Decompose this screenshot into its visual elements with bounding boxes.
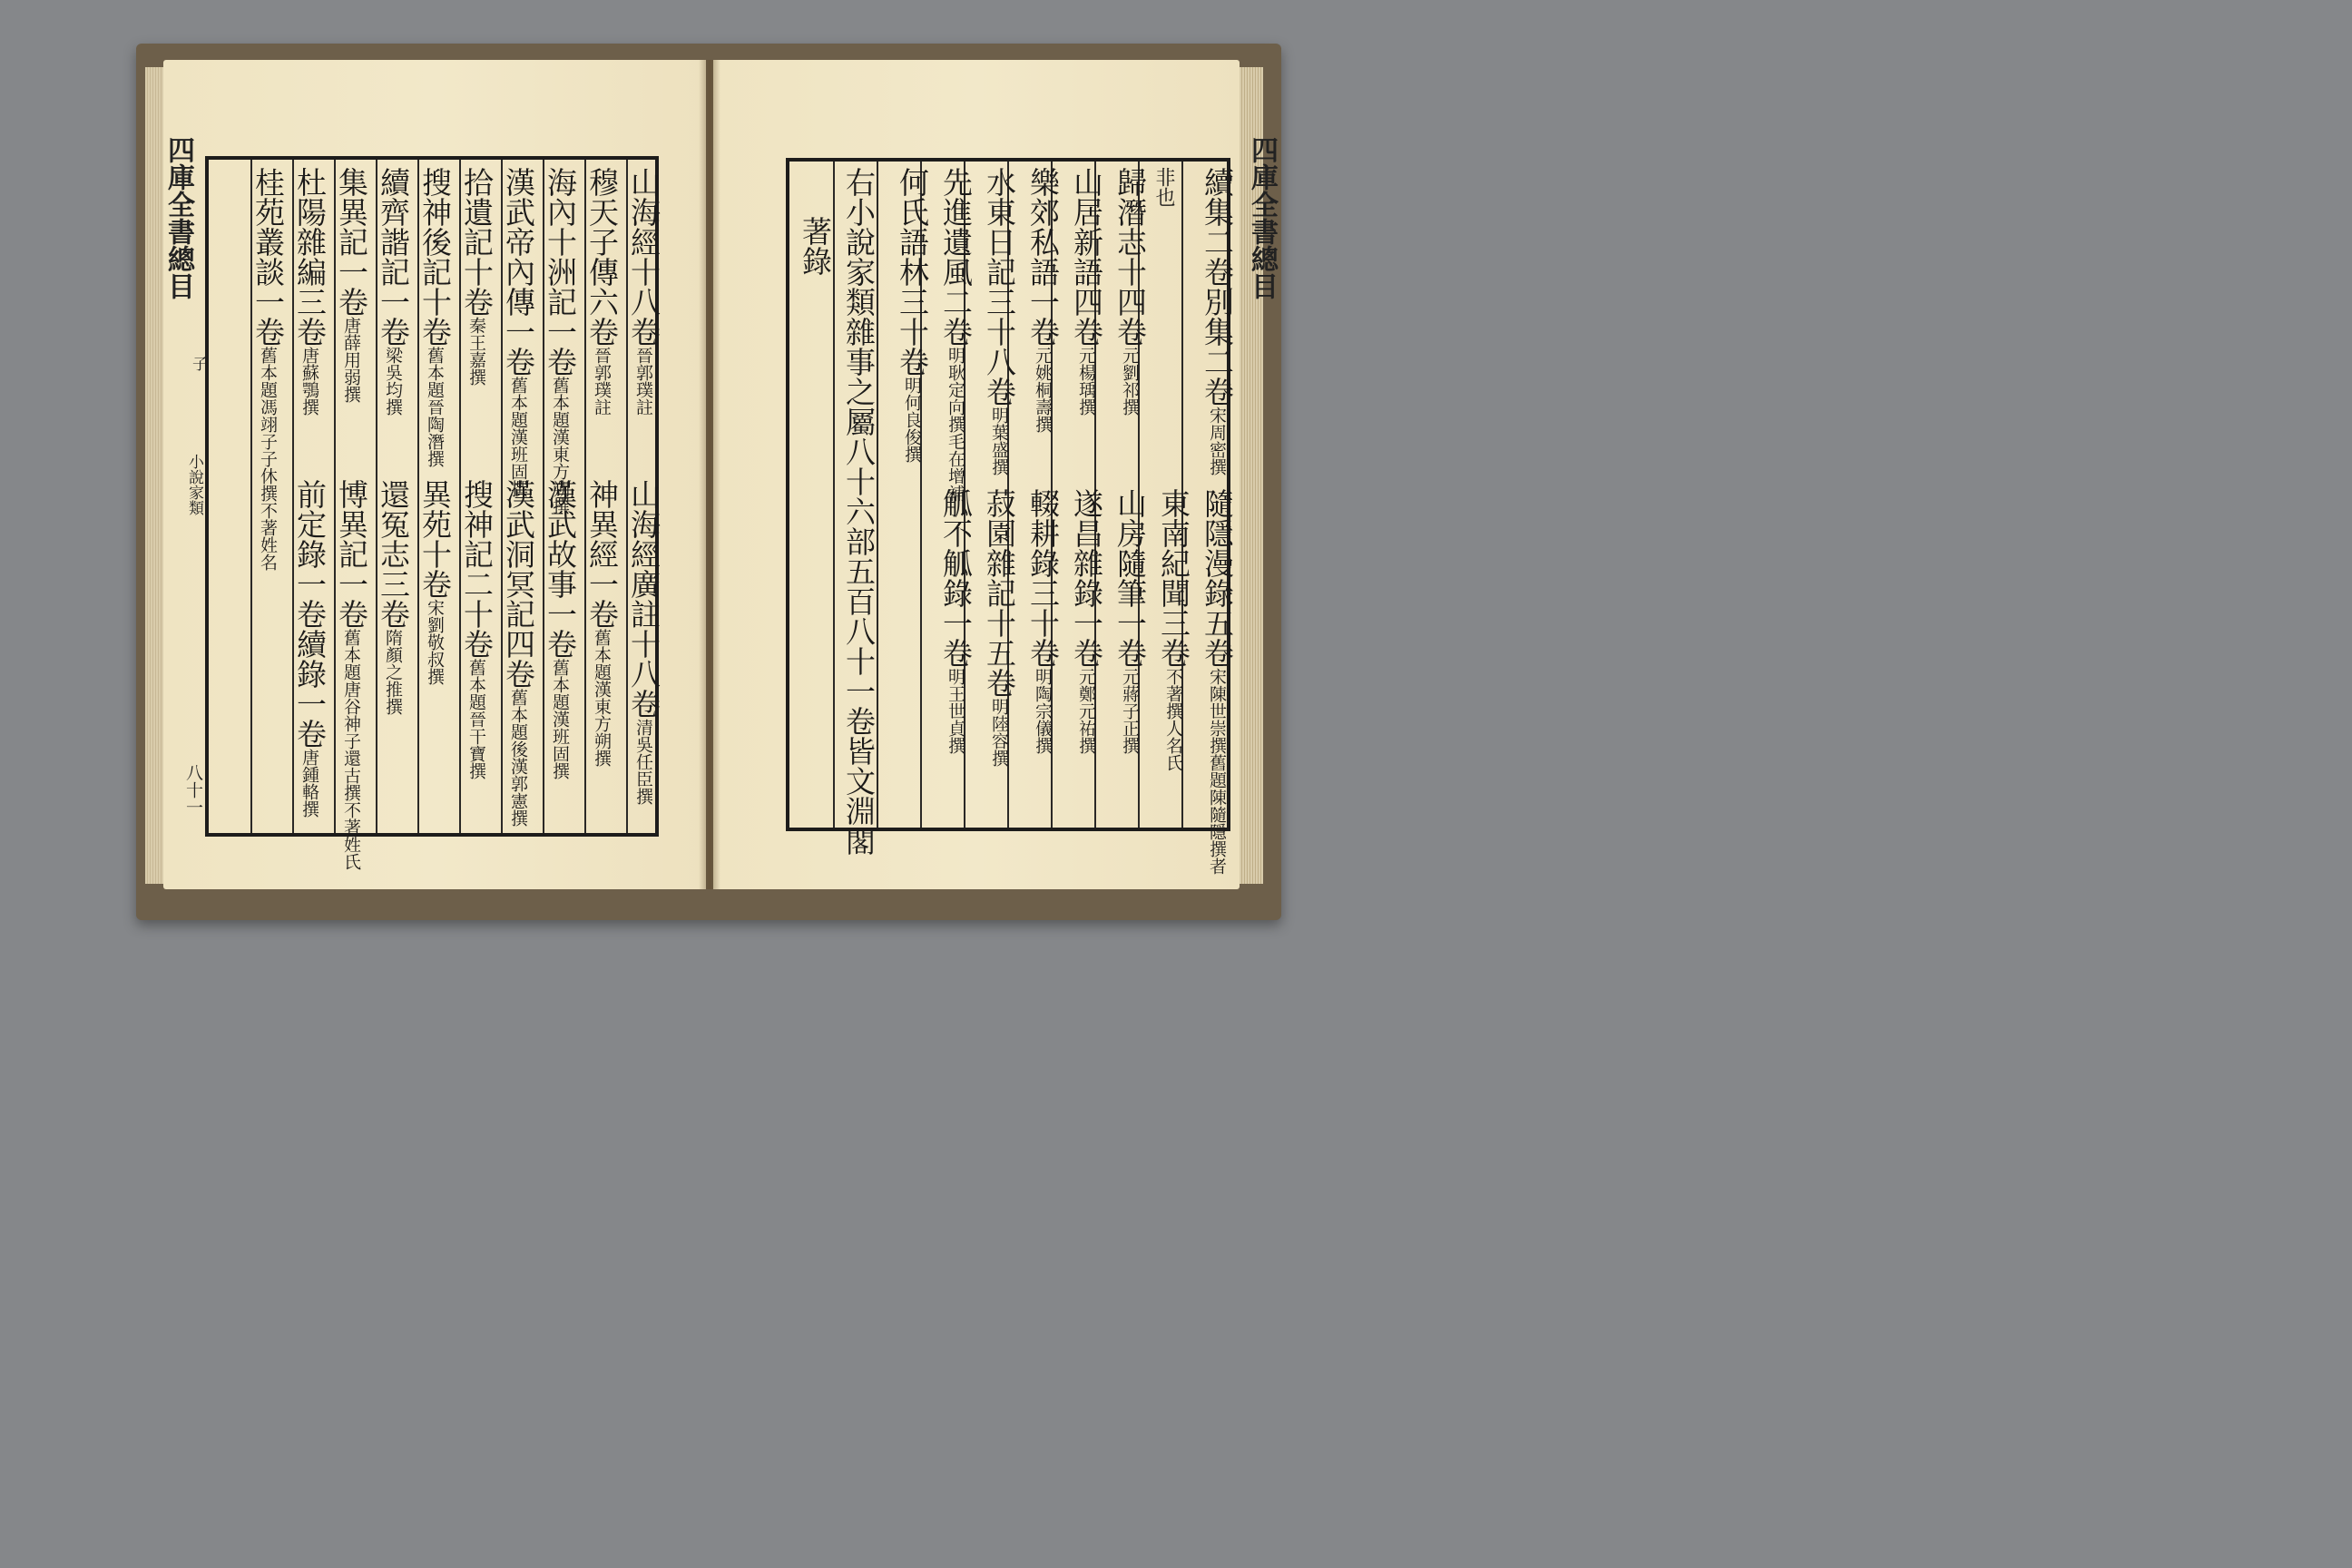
- entry-note: 隋顏之推撰: [383, 629, 403, 715]
- entry-title: 搜神記二十卷: [459, 479, 495, 659]
- entry-column: [281, 479, 328, 1152]
- entry-column: [1014, 488, 1061, 1154]
- entry-title: 桂苑叢談一卷: [250, 167, 286, 347]
- entry-title: 樂郊私語一卷: [1025, 167, 1061, 347]
- entry-note: 明王世貞撰: [946, 668, 965, 754]
- entry-column: [884, 167, 930, 833]
- left-banner-sub: 子: [189, 356, 207, 371]
- entry-column: [615, 479, 662, 1152]
- entry-column: [1189, 488, 1235, 1154]
- entry-title: 穆天子傳六卷: [584, 167, 620, 347]
- entry-note: 舊本題唐谷神子還古撰不著姓氏: [341, 629, 361, 870]
- entry-note: 唐蘇鶚撰: [299, 347, 319, 416]
- entry-title: 歸潛志十四卷: [1112, 167, 1148, 347]
- entry-title: 漢武洞冥記四卷: [501, 479, 536, 689]
- left-page-number: 八十一: [183, 764, 203, 816]
- entry-column: [448, 479, 495, 1152]
- summary-text: 右小說家類雜事之屬八十六部五百八十一卷皆文淵閣: [841, 167, 877, 856]
- entry-note: 元楊瑀撰: [1076, 347, 1096, 416]
- entry-column: [927, 488, 974, 1154]
- entry-title: 山房隨筆一卷: [1112, 488, 1148, 668]
- entry-title: 搜神後記十卷: [417, 167, 453, 347]
- entry-title: 菽園雜記十五卷: [982, 488, 1017, 698]
- entry-column: [407, 479, 453, 1152]
- left-banner-title: 四庫全書總目: [162, 136, 194, 299]
- entry-note: 元姚桐壽撰: [1033, 347, 1053, 433]
- entry-note: 明葉盛撰: [989, 407, 1009, 475]
- entry-note: 唐薛用弱撰: [341, 317, 361, 403]
- entry-note: 唐鍾輅撰: [299, 749, 319, 818]
- entry-title: 何氏語林三十卷: [895, 167, 930, 377]
- entry-note: 梁吳均撰: [383, 347, 403, 416]
- entry-note: 舊本題漢東方朔撰: [550, 377, 570, 514]
- entry-note: 舊本題漢班固撰: [550, 659, 570, 779]
- entry-note: 宋陳世崇撰舊題陳隨隱撰者: [1207, 668, 1227, 875]
- entry-title: 博異記一卷: [334, 479, 369, 629]
- entry-note: 秦王嘉撰: [466, 317, 486, 386]
- entry-note: 宋周密撰: [1207, 407, 1227, 475]
- entry-note: 晉郭璞註: [592, 347, 612, 416]
- entry-title: 漢武故事一卷: [543, 479, 578, 659]
- entry-note: 舊本題晉陶潛撰: [425, 347, 445, 467]
- entry-title: 非也: [1152, 167, 1175, 207]
- entry-title: 觚不觚錄一卷: [938, 488, 974, 668]
- entry-title: 神異經一卷: [584, 479, 620, 629]
- entry-title: 水東日記三十八卷: [982, 167, 1017, 407]
- entry-column: [971, 488, 1017, 1154]
- entry-title: 漢武帝內傳一卷: [501, 167, 536, 377]
- entry-title: 杜陽雜編三卷: [292, 167, 328, 347]
- entry-column: [240, 167, 286, 840]
- entry-column: [323, 479, 369, 1152]
- entry-note: 元劉祁撰: [1120, 347, 1140, 416]
- entry-column: [1102, 488, 1148, 1154]
- entry-title: 遂昌雜錄一卷: [1069, 488, 1104, 668]
- entry-note: 清吳任臣撰: [633, 719, 653, 805]
- entry-title: 續集二卷別集二卷: [1200, 167, 1235, 407]
- entry-title: 山海經十八卷: [626, 167, 662, 347]
- entry-note: 舊本題馮翊子子休撰不著姓名: [258, 347, 278, 571]
- summary-end-text: 著錄: [798, 216, 833, 276]
- right-banner-title: 四庫全書總目: [1246, 136, 1278, 299]
- entry-note: 不著撰人名氏: [1163, 668, 1183, 771]
- entry-note: 明陶宗儀撰: [1033, 668, 1053, 754]
- book-gutter: [699, 60, 720, 889]
- entry-title: 拾遺記十卷: [459, 167, 495, 317]
- entry-note: 舊本題晉干寶撰: [466, 659, 486, 779]
- left-banner-category: 小說家類: [185, 454, 203, 515]
- entry-title: 異苑十卷: [417, 479, 453, 599]
- right-text-frame: [786, 158, 1235, 875]
- entry-note: 元鄭元祐撰: [1076, 668, 1096, 754]
- entry-title: 先進遺風二卷: [938, 167, 974, 347]
- entry-title: 海內十洲記一卷: [543, 167, 578, 377]
- entry-note: 舊本題後漢郭憲撰: [508, 689, 528, 827]
- entry-column: [573, 479, 620, 1152]
- left-text-frame: [205, 156, 662, 870]
- entry-title: 東南紀聞三卷: [1156, 488, 1191, 668]
- entry-column: [1145, 488, 1191, 1154]
- entry-title: 還冤志三卷: [376, 479, 411, 629]
- entry-note: 宋劉敬叔撰: [425, 599, 445, 685]
- summary-end-column: [797, 216, 833, 882]
- entry-note: 元蔣子正撰: [1120, 668, 1140, 754]
- entry-note: 明陸容撰: [989, 698, 1009, 767]
- entry-column: [532, 479, 578, 1152]
- entry-title: 集異記一卷: [334, 167, 369, 317]
- summary-column: [840, 167, 877, 856]
- entry-note: 舊本題漢班固撰: [508, 377, 528, 497]
- entry-title: 續齊諧記一卷: [376, 167, 411, 347]
- entry-note: 舊本題漢東方朔撰: [592, 629, 612, 767]
- entry-column: [1058, 488, 1104, 1154]
- entry-note: 明耿定向撰毛在增補: [946, 347, 965, 502]
- entry-title: 山居新語四卷: [1069, 167, 1104, 347]
- entry-column: [365, 479, 411, 1152]
- entry-title: 隨隱漫錄五卷: [1200, 488, 1235, 668]
- entry-column: [490, 479, 536, 1152]
- entry-note: 明何良俊撰: [902, 377, 922, 463]
- entry-title: 山海經廣註十八卷: [626, 479, 662, 719]
- entry-title: 前定錄一卷續錄一卷: [292, 479, 328, 749]
- entry-title: 輟耕錄三十卷: [1025, 488, 1061, 668]
- entry-note: 晉郭璞註: [633, 347, 653, 416]
